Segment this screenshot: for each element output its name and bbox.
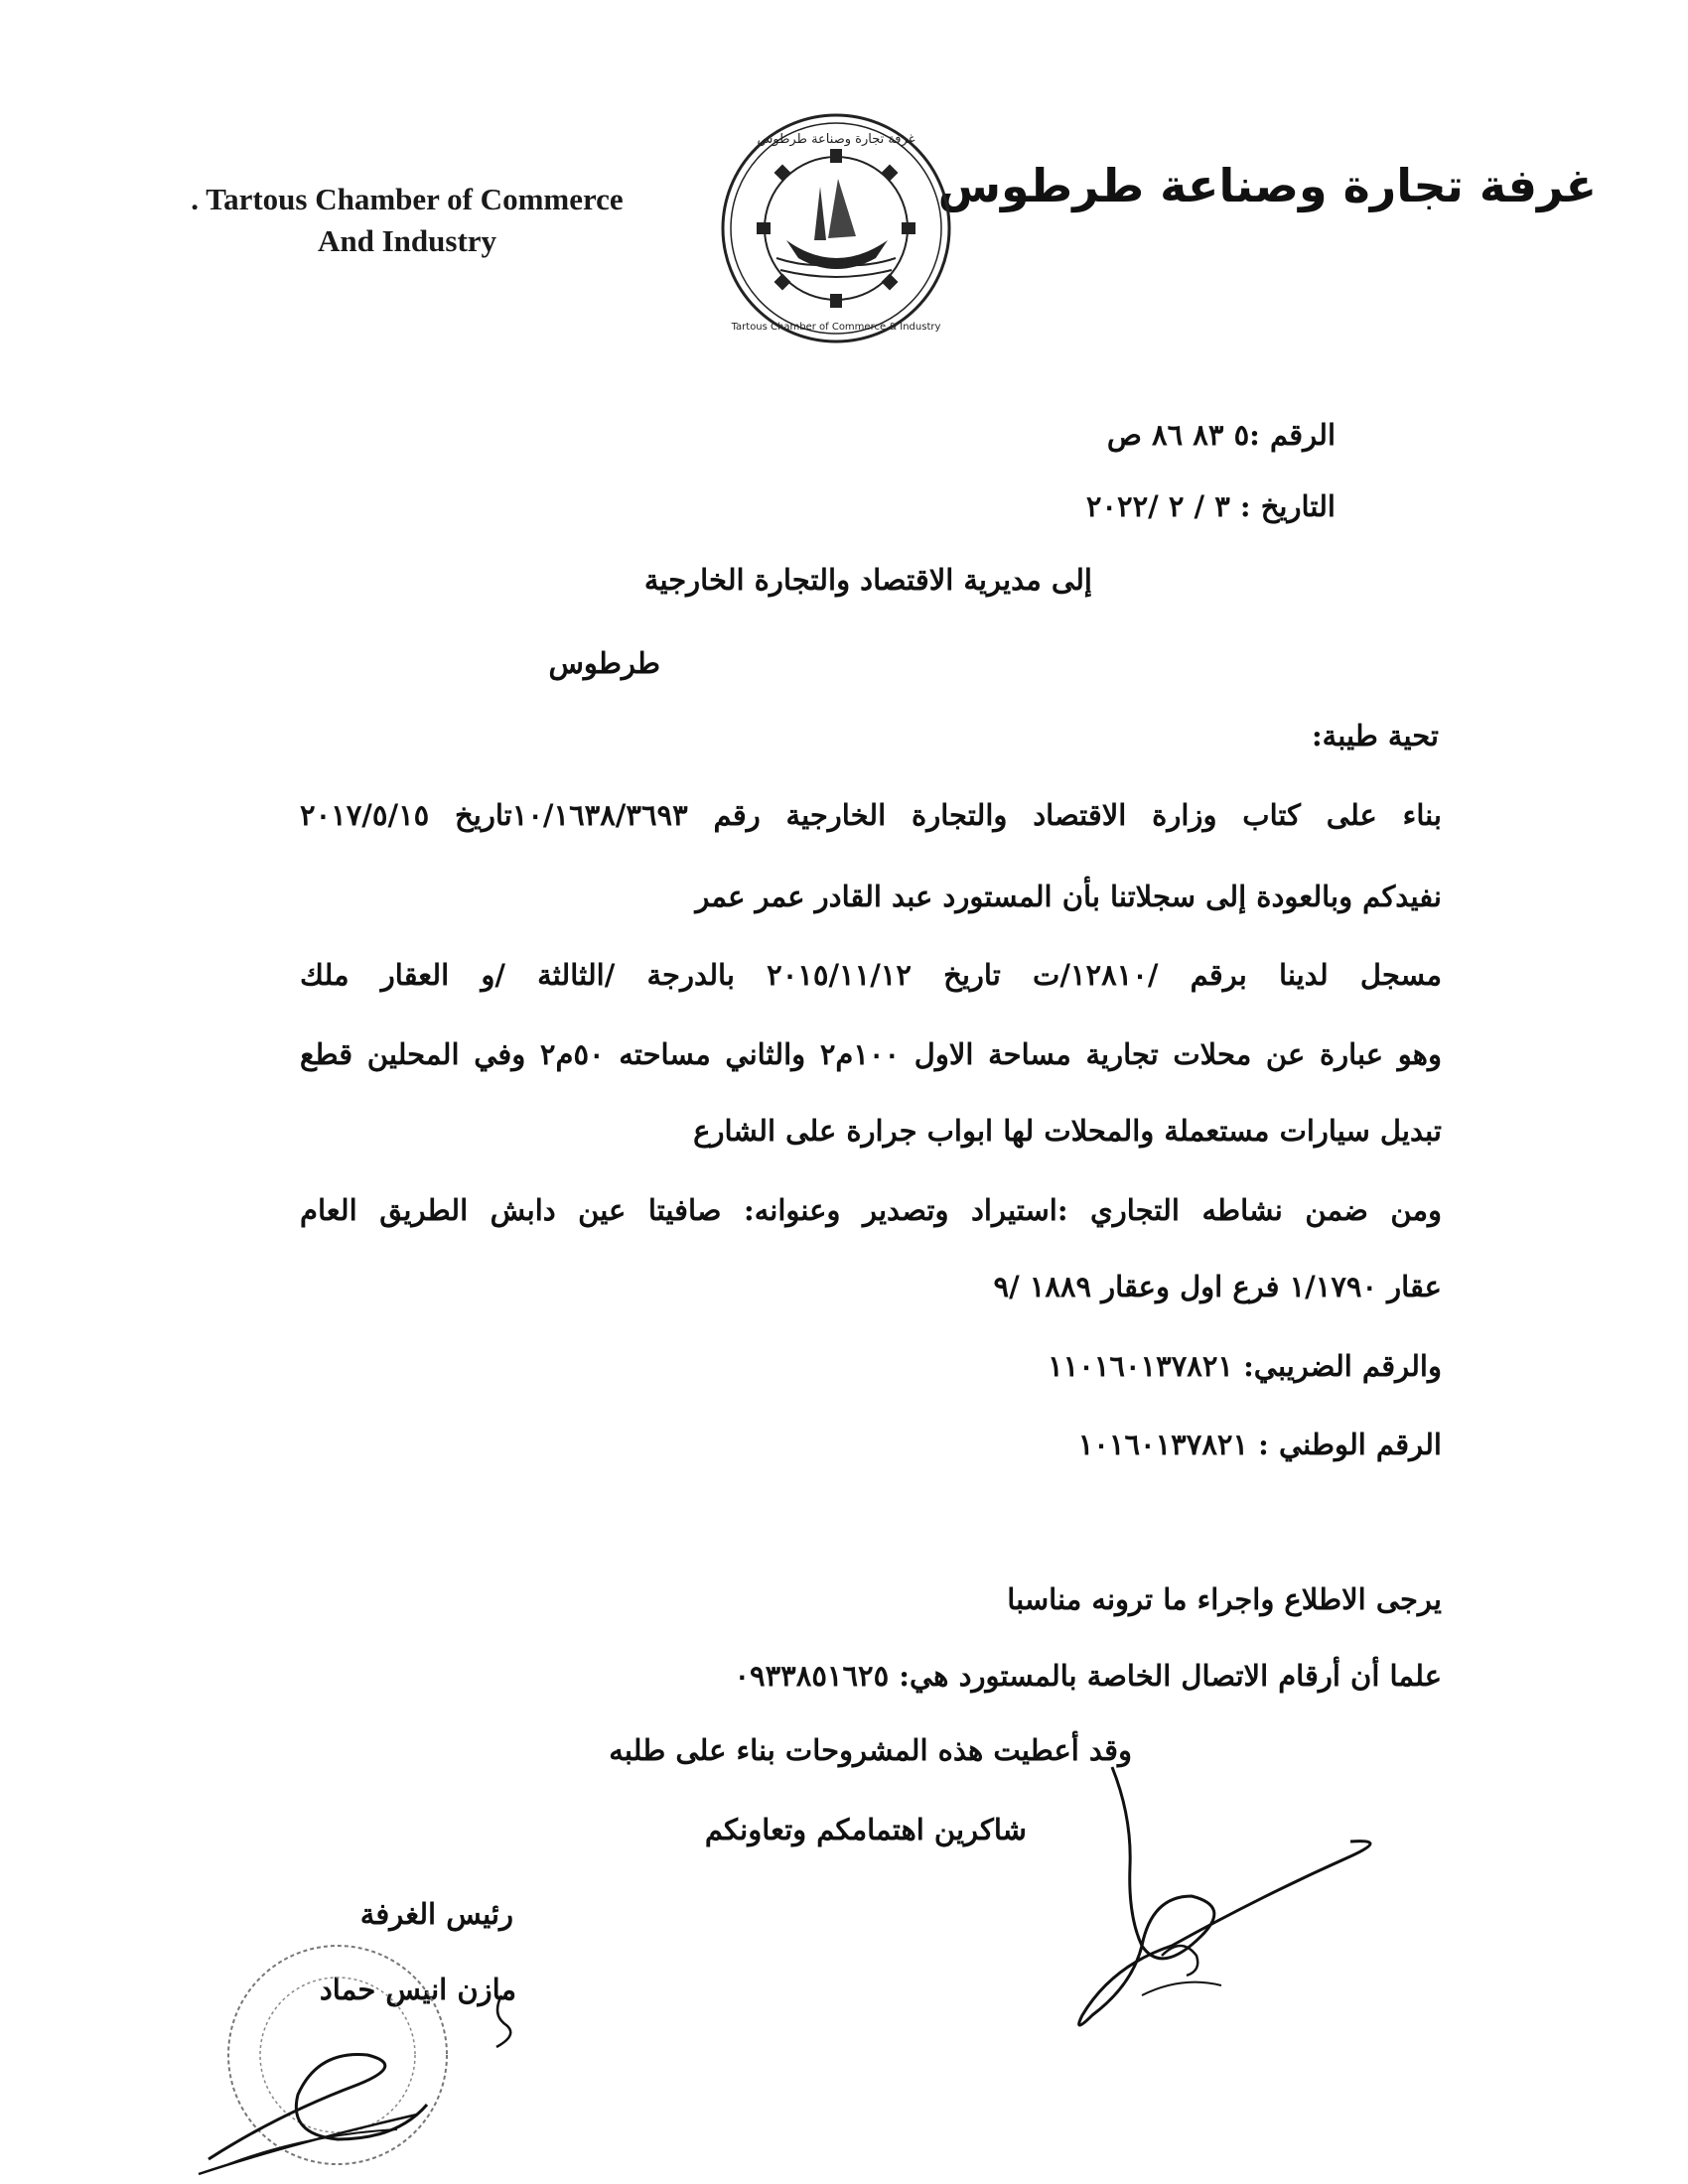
contact-number-line: علما أن أرقام الاتصال الخاصة بالمستورد هي: ٠٩٣٣٨٥١٦٢٥	[734, 1659, 1442, 1693]
english-letterhead	[129, 179, 685, 262]
signature-icon	[1023, 1747, 1440, 2045]
logo-english-text: Tartous Chamber of Commerce & Industry	[731, 322, 941, 333]
signatory-title: رئيس الغرفة	[359, 1897, 513, 1931]
arabic-letterhead: غرفة تجارة وصناعة طرطوس	[937, 159, 1597, 212]
reference-number: الرقم :٥ ٨٣ ٨٦ ص	[1106, 418, 1336, 452]
recipient-line1: إلى مديرية الاقتصاد والتجارة الخارجية	[643, 563, 1092, 597]
body-line: ومن ضمن نشاطه التجاري :استيراد وتصدير وعنوانه: صافيتا عين دابش الطريق العام	[300, 1193, 1442, 1227]
tax-number: والرقم الضريبي: ١١٠١٦٠١٣٧٨٢١	[1048, 1349, 1442, 1383]
official-stamp-icon	[169, 1936, 526, 2184]
english-name-line1: . Tartous Chamber of Commerce	[191, 182, 624, 216]
chamber-logo-icon	[717, 109, 955, 347]
english-name-line2: And Industry	[317, 223, 497, 258]
closing-line: يرجى الاطلاع واجراء ما ترونه مناسبا	[1007, 1582, 1442, 1616]
greeting: تحية طيبة:	[1311, 719, 1439, 752]
body-line: عقار ١/١٧٩٠ فرع اول وعقار ١٨٨٩ /٩	[993, 1270, 1442, 1303]
body-line: تبديل سيارات مستعملة والمحلات لها ابواب جرارة على الشارع	[693, 1114, 1442, 1148]
closing-line: وقد أعطيت هذه المشروحات بناء على طلبه	[609, 1733, 1132, 1767]
reference-date: التاريخ : ٣ / ٢ /٢٠٢٢	[1085, 489, 1336, 523]
body-line: وهو عبارة عن محلات تجارية مساحة الاول ١٠٠م٢ والثاني مساحته ٥٠م٢ وفي المحلين قطع	[300, 1037, 1442, 1071]
body-line: نفيدكم وبالعودة إلى سجلاتنا بأن المستورد عبد القادر عمر عمر	[695, 880, 1442, 913]
body-line: مسجل لدينا برقم /١٢٨١٠/ت تاريخ ٢٠١٥/١١/١٢ بالدرجة /الثالثة /و العقار ملك	[300, 958, 1442, 992]
national-number: الرقم الوطني : ١٠١٦٠١٣٧٨٢١	[1077, 1428, 1442, 1461]
signatory-name: مازن انيس حماد	[319, 1973, 516, 2006]
logo-arabic-text: غرفة تجارة وصناعة طرطوس	[757, 132, 915, 147]
body-line: بناء على كتاب وزارة الاقتصاد والتجارة الخارجية رقم ١٠/١٦٣٨/٣٦٩٣تاريخ ٢٠١٧/٥/١٥	[300, 798, 1442, 832]
recipient-line2: طرطوس	[548, 646, 660, 680]
closing-line: شاكرين اهتمامكم وتعاونكم	[704, 1813, 1027, 1846]
